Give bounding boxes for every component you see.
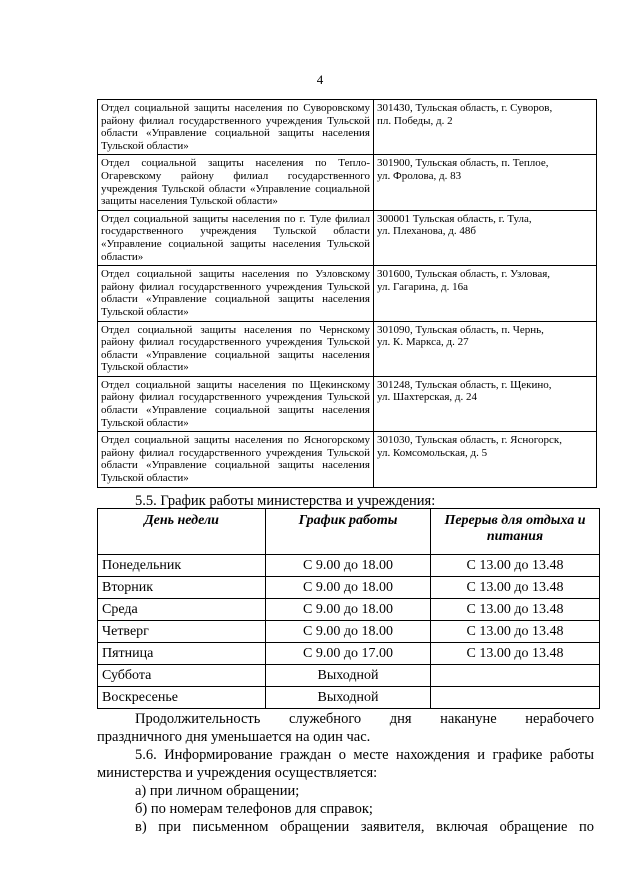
offices-table: [97, 99, 597, 488]
address-line: пл. Победы, д. 2: [377, 114, 453, 127]
office-name: Отдел социальной защиты населения по Тепло-Огаревскому району филиал государственного учреждения Тульской области «Управление социальной защиты населения Тульской области»: [98, 155, 374, 210]
table-row: [98, 665, 600, 687]
cell-hours: Выходной: [266, 665, 431, 687]
cell-break: [431, 665, 600, 687]
cell-day: Воскресенье: [98, 687, 266, 709]
page-number: 4: [316, 72, 324, 87]
cell-hours: С 9.00 до 18.00: [266, 555, 431, 577]
office-name: Отдел социальной защиты населения по Ясногорскому району филиал государственного учреждения Тульской области «Управление социальной защиты населения Тульской области»: [98, 432, 374, 487]
schedule-table: [97, 508, 600, 709]
column-header-break: Перерыв для отдыха и питания: [431, 509, 600, 555]
cell-break: С 13.00 до 13.48: [431, 643, 600, 665]
table-row: [98, 432, 597, 487]
office-address: [374, 376, 597, 431]
address-line: ул. К. Маркса, д. 27: [377, 336, 469, 349]
address-line: 301090, Тульская область, п. Чернь,: [377, 323, 544, 336]
cell-break: С 13.00 до 13.48: [431, 577, 600, 599]
cell-hours: С 9.00 до 18.00: [266, 577, 431, 599]
office-address: [374, 266, 597, 321]
table-row: [98, 577, 600, 599]
address-line: 301030, Тульская область, г. Ясногорск,: [377, 434, 562, 447]
office-address: [374, 100, 597, 155]
cell-day: Понедельник: [98, 555, 266, 577]
address-line: ул. Комсомольская, д. 5: [377, 446, 488, 459]
table-row: [98, 621, 600, 643]
list-item: а) при личном обращении;: [135, 783, 300, 799]
address-line: ул. Шахтерская, д. 24: [377, 391, 477, 404]
table-row: [98, 599, 600, 621]
cell-hours: Выходной: [266, 687, 431, 709]
table-row: [98, 155, 597, 210]
cell-hours: С 9.00 до 17.00: [266, 643, 431, 665]
list-item: б) по номерам телефонов для справок;: [135, 801, 373, 817]
office-address: [374, 432, 597, 487]
office-name: Отдел социальной защиты населения по г. Туле филиал государственного учреждения Тульской области «Управление социальной защиты населения Тульской области»: [98, 210, 374, 265]
table-row: [98, 687, 600, 709]
info-paragraph-line: министерства и учреждения осуществляется:: [97, 765, 378, 781]
column-header-day: День недели: [98, 509, 266, 555]
address-line: ул. Гагарина, д. 16а: [377, 280, 469, 293]
office-address: [374, 210, 597, 265]
table-row: [98, 643, 600, 665]
schedule-heading: 5.5. График работы министерства и учреждения:: [135, 493, 436, 509]
address-line: 301430, Тульская область, г. Суворов,: [377, 102, 553, 114]
office-name: Отдел социальной защиты населения по Узловскому району филиал государственного учреждения Тульской области «Управление социальной защиты населения Тульской области»: [98, 266, 374, 321]
table-row: [98, 210, 597, 265]
address-line: ул. Фролова, д. 83: [377, 169, 462, 182]
table-row: [98, 100, 597, 155]
office-address: [374, 321, 597, 376]
cell-break: [431, 687, 600, 709]
column-header-hours: График работы: [266, 509, 431, 555]
address-line: 301900, Тульская область, п. Теплое,: [377, 157, 549, 170]
address-line: 301248, Тульская область, г. Щекино,: [377, 378, 552, 391]
address-line: ул. Плеханова, д. 48б: [377, 225, 476, 238]
cell-break: С 13.00 до 13.48: [431, 599, 600, 621]
list-item: в) при письменном обращении заявителя, включая обращение по: [135, 819, 594, 835]
cell-day: Среда: [98, 599, 266, 621]
office-name: Отдел социальной защиты населения по Чернскому району филиал государственного учреждения Тульской области «Управление социальной защиты населения Тульской области»: [98, 321, 374, 376]
office-name: Отдел социальной защиты населения по Суворовскому району филиал государственного учреждения Тульской области «Управление социальной защиты населения Тульской области»: [98, 100, 374, 155]
duration-paragraph-line: Продолжительность служебного дня накануне нерабочего: [135, 711, 594, 727]
cell-break: С 13.00 до 13.48: [431, 621, 600, 643]
cell-hours: С 9.00 до 18.00: [266, 621, 431, 643]
cell-hours: С 9.00 до 18.00: [266, 599, 431, 621]
table-header-row: [98, 509, 600, 555]
office-name: Отдел социальной защиты населения по Щекинскому району филиал государственного учреждения Тульской области «Управление социальной защиты населения Тульской области»: [98, 376, 374, 431]
office-address: [374, 155, 597, 210]
table-row: [98, 555, 600, 577]
info-paragraph-line: 5.6. Информирование граждан о месте нахождения и графике работы: [135, 747, 594, 763]
address-line: 300001 Тульская область, г. Тула,: [377, 212, 532, 225]
table-row: [98, 376, 597, 431]
duration-paragraph-line: праздничного дня уменьшается на один час.: [97, 729, 371, 745]
table-row: [98, 321, 597, 376]
address-line: 301600, Тульская область, г. Узловая,: [377, 268, 551, 281]
cell-break: С 13.00 до 13.48: [431, 555, 600, 577]
cell-day: Суббота: [98, 665, 266, 687]
cell-day: Четверг: [98, 621, 266, 643]
table-row: [98, 266, 597, 321]
cell-day: Вторник: [98, 577, 266, 599]
cell-day: Пятница: [98, 643, 266, 665]
